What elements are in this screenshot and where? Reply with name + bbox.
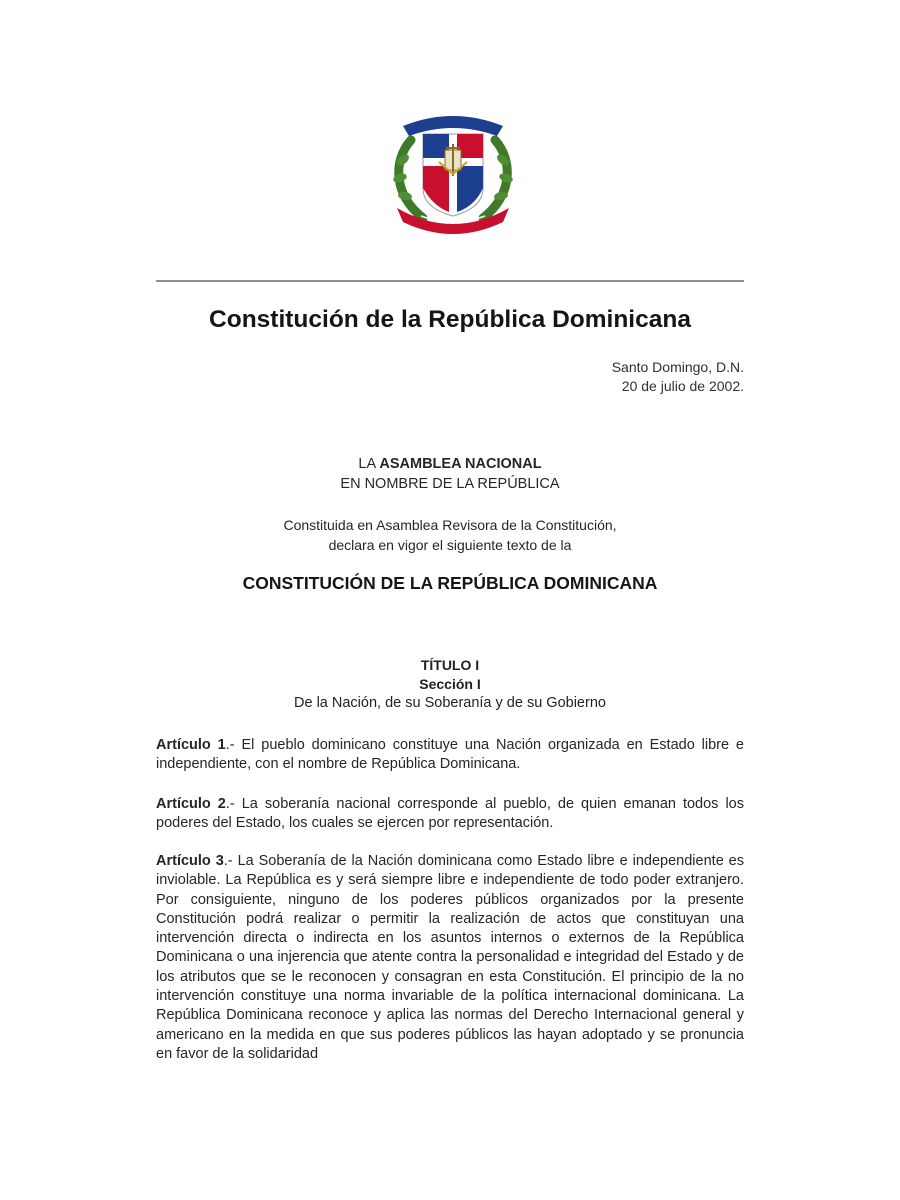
document-title: Constitución de la República Dominicana [209, 306, 691, 333]
article-2 [156, 795, 744, 834]
constitution-heading: CONSTITUCIÓN DE LA REPÚBLICA DOMINICANA [242, 573, 658, 593]
place-date [470, 358, 744, 396]
assembly-line [156, 454, 744, 474]
article-text: .- La Soberanía de la Nación dominicana como Estado libre e independiente es inviolable. La República es y será siempre libre e independiente de todo poder extranjero. Por consiguiente, ninguno de los poderes públicos organizados por la presente Constitución podrá realizar o permitir la realización de actos que constituyan una intervención directa o indirecta en los asuntos internos o externos de la República Dominicana o una injerencia que atente contra la personalidad e integridad del Estado y de los atributos que se le reconocen y consagran en esta Constitución. El principio de la no intervención constituye una norma invariable de la política internacional dominicana. La República Dominicana reconoce y aplica las normas del Derecho Internacional general y americano en la medida en que sus poderes públicos las hayan adoptado y se pronuncia en favor de la solidaridad [156, 853, 744, 1062]
declares-line: declara en vigor el siguiente texto de la [328, 537, 572, 553]
article-label: Artículo 2 [156, 796, 226, 812]
title-section-heading [156, 656, 744, 713]
in-name-line: EN NOMBRE DE LA REPÚBLICA [340, 476, 560, 492]
titulo-label: TÍTULO I [420, 657, 480, 673]
article-text: .- El pueblo dominicano constituye una Nación organizada en Estado libre e independiente, con el nombre de República Dominicana. [156, 737, 744, 773]
coat-of-arms-icon [383, 100, 523, 240]
assembly-block [156, 454, 744, 494]
horizontal-rule [156, 280, 744, 282]
constituted-line: Constituida en Asamblea Revisora de la Constitución, [283, 517, 617, 533]
declaration-block [156, 515, 744, 555]
date-line: 20 de julio de 2002. [621, 378, 744, 394]
article-label: Artículo 1 [156, 737, 226, 753]
article-label: Artículo 3 [156, 853, 224, 869]
article-3 [156, 852, 744, 1064]
seccion-label: Sección I [419, 676, 481, 692]
assembly-name: ASAMBLEA NACIONAL [379, 456, 542, 472]
assembly-prefix: LA [358, 456, 380, 472]
seccion-name: De la Nación, de su Soberanía y de su Gobierno [294, 695, 606, 711]
place-line: Santo Domingo, D.N. [611, 359, 744, 375]
article-1 [156, 736, 744, 775]
article-text: .- La soberanía nacional corresponde al pueblo, de quien emanan todos los poderes del Estado, los cuales se ejercen por representación. [156, 796, 744, 832]
